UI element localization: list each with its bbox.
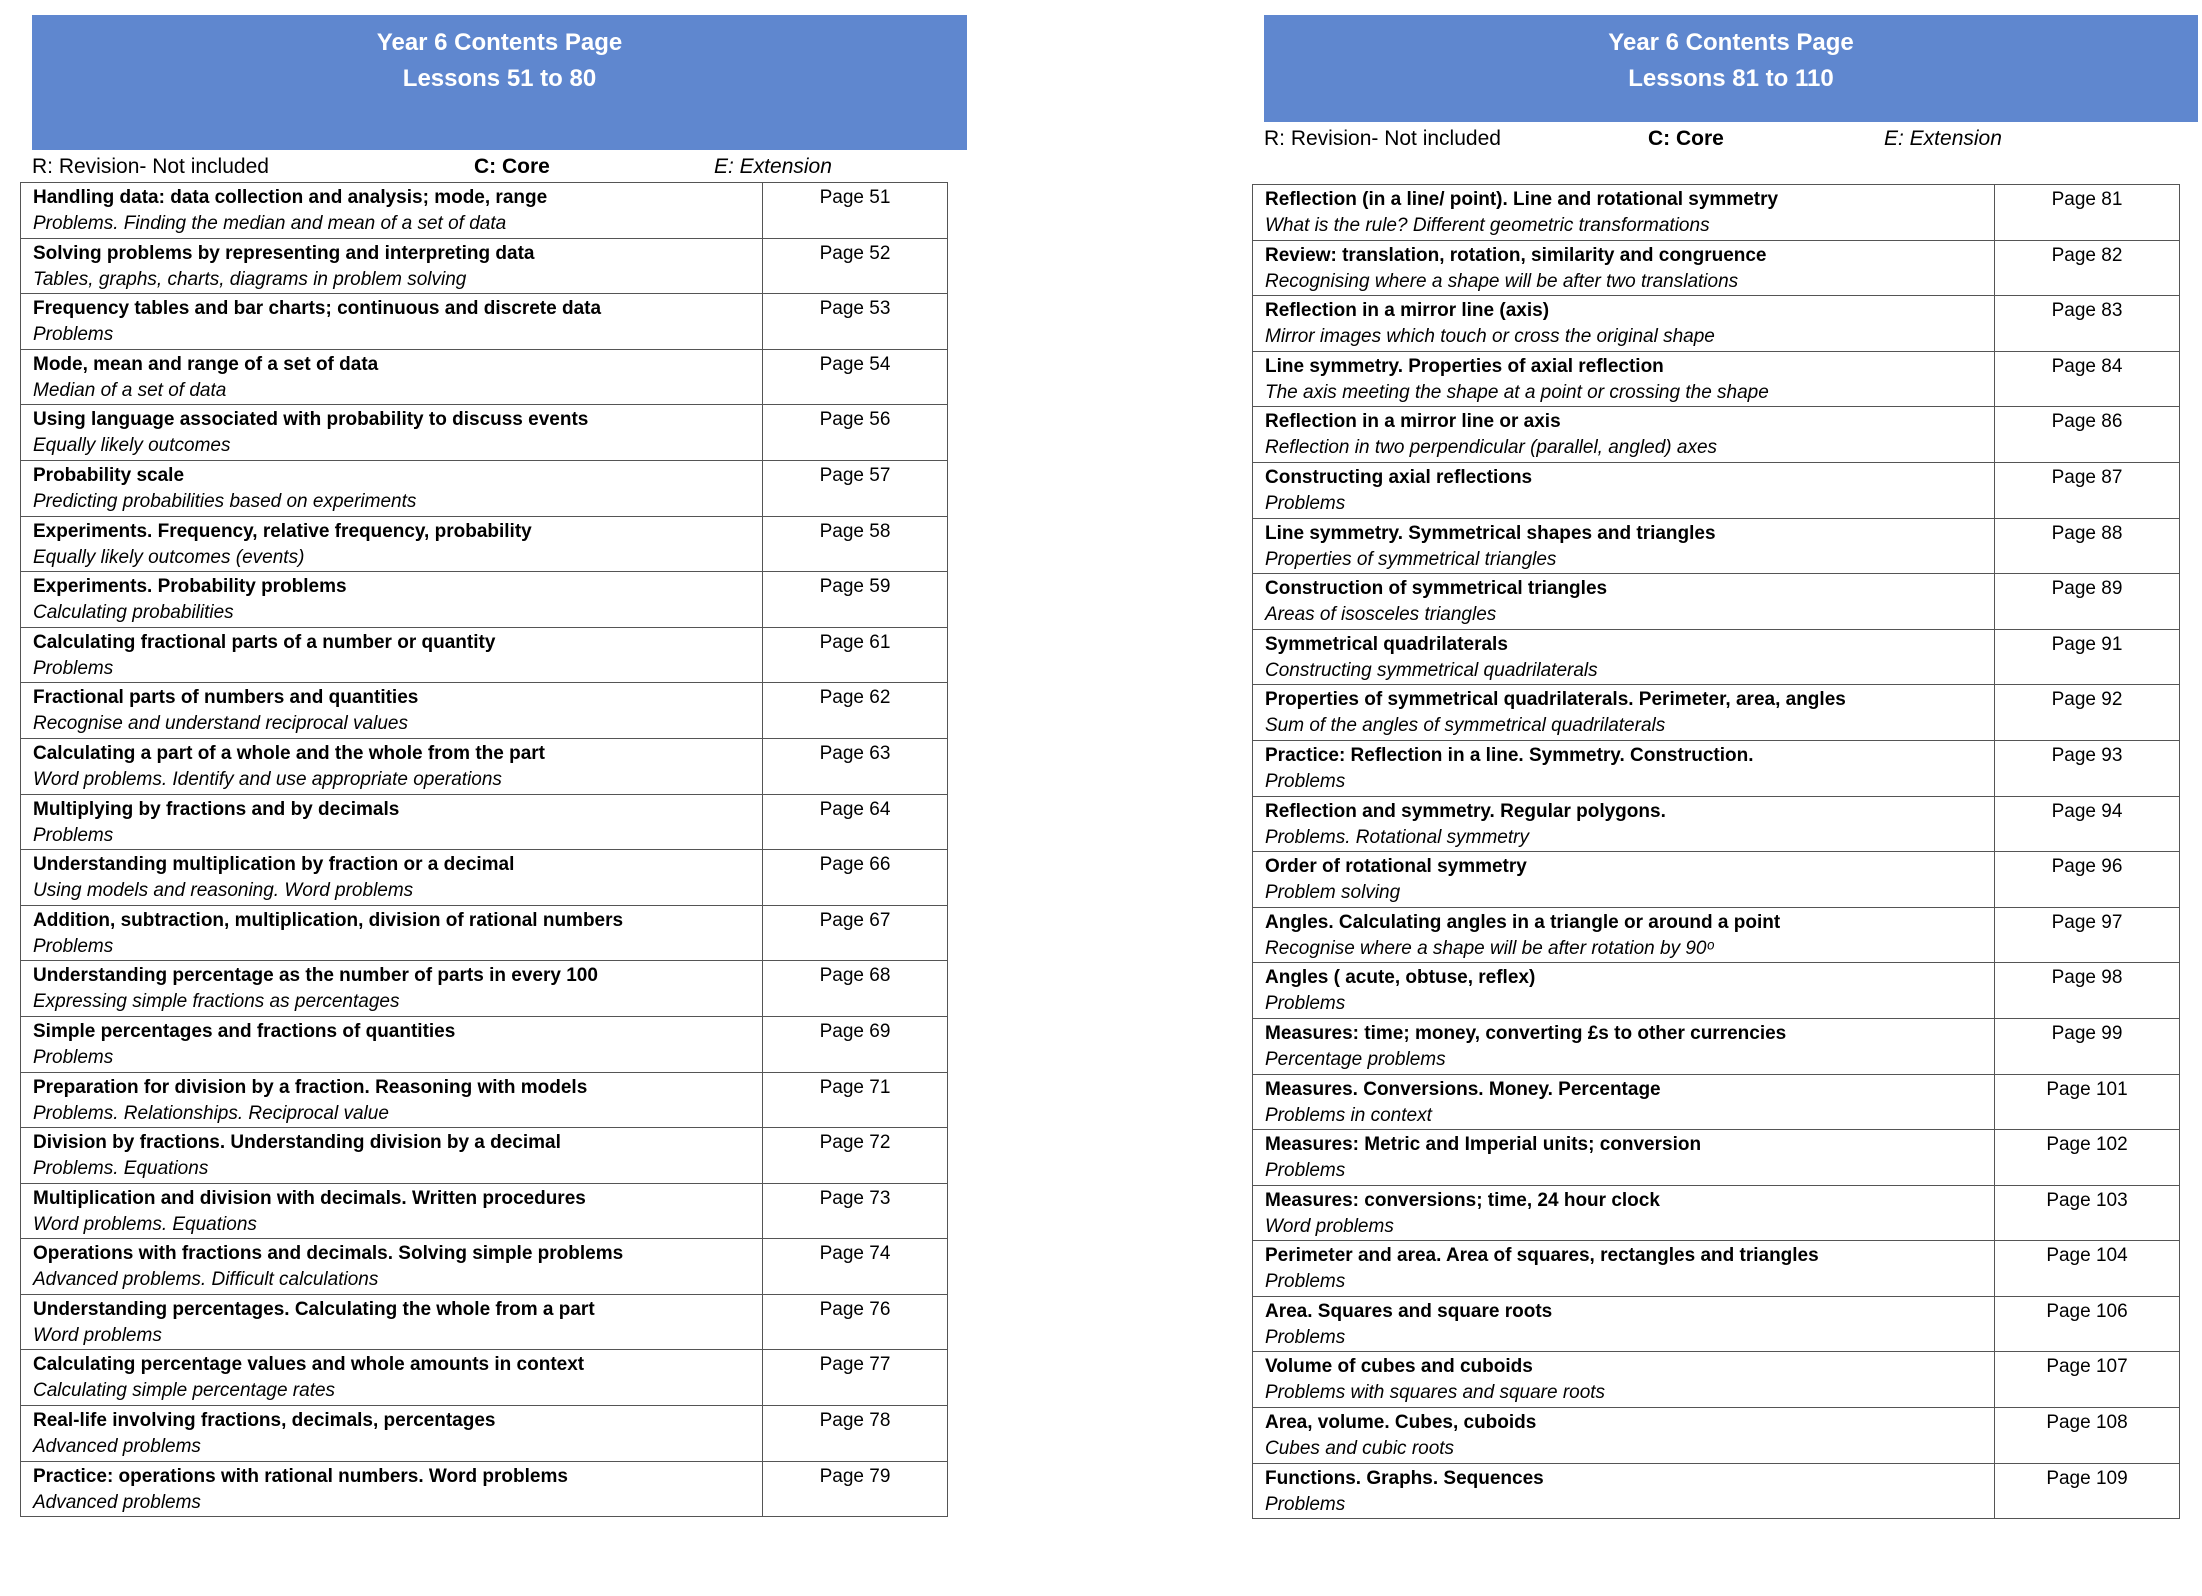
legend-revision: R: Revision- Not included <box>1264 127 1501 150</box>
table-row <box>1253 740 2180 796</box>
table-row <box>21 1128 948 1184</box>
table-row <box>21 1461 948 1517</box>
table-row <box>21 1183 948 1239</box>
table-row <box>1253 1130 2180 1186</box>
page-number: Page 106 <box>1995 1296 2180 1352</box>
lesson-title: Area. Squares and square roots <box>1265 1300 1553 1322</box>
lesson-subtitle: Problems with squares and square roots <box>1265 1382 1606 1404</box>
page-number: Page 102 <box>1995 1130 2180 1186</box>
lesson-title: Real-life involving fractions, decimals, percentages <box>33 1410 496 1432</box>
page-number: Page 73 <box>763 1183 948 1239</box>
lesson-title: Perimeter and area. Area of squares, rectangles and triangles <box>1265 1245 1819 1267</box>
lesson-topic-cell <box>21 683 763 739</box>
lesson-subtitle: Word problems. Equations <box>33 1213 257 1235</box>
page-number: Page 71 <box>763 1072 948 1128</box>
lesson-topic-cell <box>1253 1241 1995 1297</box>
lesson-subtitle: Problems <box>33 1046 114 1068</box>
lesson-topic-cell <box>21 294 763 350</box>
lesson-subtitle: Problems. Equations <box>33 1158 209 1180</box>
header-subtitle: Lessons 51 to 80 <box>402 65 597 92</box>
lesson-topic-cell <box>21 1294 763 1350</box>
page-number: Page 96 <box>1995 852 2180 908</box>
table-row <box>1253 1241 2180 1297</box>
page-number: Page 54 <box>763 349 948 405</box>
lesson-topic-cell <box>21 627 763 683</box>
lesson-title: Simple percentages and fractions of quantities <box>33 1020 456 1042</box>
table-row <box>1253 1463 2180 1519</box>
lesson-topic-cell <box>1253 629 1995 685</box>
lesson-topic-cell <box>21 850 763 906</box>
page-number: Page 77 <box>763 1350 948 1406</box>
lesson-subtitle: Areas of isosceles triangles <box>1265 604 1497 626</box>
lesson-subtitle: Constructing symmetrical quadrilaterals <box>1265 659 1598 681</box>
page-number: Page 97 <box>1995 907 2180 963</box>
table-row <box>21 294 948 350</box>
lesson-subtitle: Mirror images which touch or cross the original shape <box>1265 326 1715 348</box>
lesson-topic-cell <box>1253 1408 1995 1464</box>
page-number: Page 74 <box>763 1239 948 1295</box>
lesson-subtitle: Median of a set of data <box>33 379 227 401</box>
table-row <box>1253 518 2180 574</box>
lesson-topic-cell <box>21 1406 763 1462</box>
lesson-subtitle: Cubes and cubic roots <box>1265 1438 1455 1460</box>
lesson-topic-cell <box>21 183 763 239</box>
page-number: Page 51 <box>763 183 948 239</box>
page-number: Page 64 <box>763 794 948 850</box>
page-number: Page 91 <box>1995 629 2180 685</box>
lesson-subtitle: Word problems. Identify and use appropriate operations <box>33 768 502 790</box>
lesson-title: Angles ( acute, obtuse, reflex) <box>1265 967 1536 989</box>
lesson-subtitle: Problems <box>33 824 114 846</box>
page-number: Page 84 <box>1995 351 2180 407</box>
lesson-title: Review: translation, rotation, similarity and congruence <box>1265 244 1767 266</box>
table-row <box>1253 629 2180 685</box>
lesson-topic-cell <box>1253 351 1995 407</box>
lesson-topic-cell <box>21 905 763 961</box>
lesson-subtitle: Word problems <box>1265 1215 1394 1237</box>
table-row <box>21 683 948 739</box>
table-row <box>21 738 948 794</box>
page-number: Page 87 <box>1995 462 2180 518</box>
table-row <box>21 349 948 405</box>
page-number: Page 101 <box>1995 1074 2180 1130</box>
table-row <box>21 794 948 850</box>
lesson-title: Mode, mean and range of a set of data <box>33 353 379 375</box>
page-number: Page 57 <box>763 460 948 516</box>
page-number: Page 98 <box>1995 963 2180 1019</box>
lesson-title: Fractional parts of numbers and quantities <box>33 687 419 709</box>
table-row <box>21 516 948 572</box>
lesson-subtitle: Problems <box>1265 1160 1346 1182</box>
lesson-subtitle: Reflection in two perpendicular (parallel, angled) axes <box>1265 437 1718 459</box>
table-row <box>1253 185 2180 241</box>
lesson-topic-cell <box>21 794 763 850</box>
lesson-subtitle: Calculating simple percentage rates <box>33 1380 336 1402</box>
lesson-topic-cell <box>1253 1074 1995 1130</box>
lesson-subtitle: Problems <box>1265 492 1346 514</box>
lesson-subtitle: Problems <box>1265 993 1346 1015</box>
legend-extension: E: Extension <box>1884 127 2002 150</box>
lesson-topic-cell <box>1253 185 1995 241</box>
lesson-topic-cell <box>21 238 763 294</box>
lesson-title: Reflection and symmetry. Regular polygons. <box>1265 800 1666 822</box>
lesson-subtitle: Problems <box>1265 1493 1346 1515</box>
lesson-title: Practice: Reflection in a line. Symmetry. Construction. <box>1265 744 1754 766</box>
lesson-title: Reflection in a mirror line or axis <box>1265 411 1561 433</box>
lesson-subtitle: Advanced problems <box>33 1436 201 1458</box>
lesson-title: Measures. Conversions. Money. Percentage <box>1265 1078 1661 1100</box>
lesson-subtitle: Equally likely outcomes <box>33 435 231 457</box>
lesson-title: Understanding percentages. Calculating the whole from a part <box>33 1298 595 1320</box>
lesson-title: Order of rotational symmetry <box>1265 856 1527 878</box>
lesson-title: Experiments. Frequency, relative frequency, probability <box>33 520 532 542</box>
lesson-title: Volume of cubes and cuboids <box>1265 1356 1533 1378</box>
lesson-topic-cell <box>21 738 763 794</box>
lesson-title: Using language associated with probability to discuss events <box>33 409 589 431</box>
table-row <box>1253 1296 2180 1352</box>
lesson-topic-cell <box>1253 462 1995 518</box>
table-row <box>1253 462 2180 518</box>
page-number: Page 92 <box>1995 685 2180 741</box>
header-subtitle: Lessons 81 to 110 <box>1628 65 1834 92</box>
table-row <box>21 460 948 516</box>
lesson-topic-cell <box>21 1072 763 1128</box>
lesson-subtitle: Advanced problems <box>33 1491 201 1513</box>
lesson-title: Symmetrical quadrilaterals <box>1265 633 1508 655</box>
lesson-subtitle: Properties of symmetrical triangles <box>1265 548 1557 570</box>
page-number: Page 58 <box>763 516 948 572</box>
legend <box>1264 124 2194 154</box>
lesson-title: Handling data: data collection and analysis; mode, range <box>33 187 548 208</box>
lesson-title: Measures: conversions; time, 24 hour clock <box>1265 1189 1660 1211</box>
lesson-title: Division by fractions. Understanding division by a decimal <box>33 1132 561 1154</box>
lesson-topic-cell <box>1253 907 1995 963</box>
lesson-subtitle: Problems. Finding the median and mean of a set of data <box>33 213 507 234</box>
lesson-subtitle: Advanced problems. Difficult calculations <box>33 1269 379 1291</box>
lesson-title: Area, volume. Cubes, cuboids <box>1265 1412 1537 1434</box>
legend-core: C: Core <box>1648 127 1724 150</box>
lesson-subtitle: Word problems <box>33 1324 162 1346</box>
lesson-topic-cell <box>21 1016 763 1072</box>
lesson-title: Angles. Calculating angles in a triangle or around a point <box>1265 911 1781 933</box>
table-row <box>1253 407 2180 463</box>
lesson-topic-cell <box>1253 852 1995 908</box>
lesson-title: Reflection (in a line/ point). Line and rotational symmetry <box>1265 189 1779 210</box>
table-row <box>21 405 948 461</box>
lesson-subtitle: Problems <box>33 324 114 346</box>
lesson-title: Understanding percentage as the number of parts in every 100 <box>33 965 598 987</box>
lesson-subtitle: Tables, graphs, charts, diagrams in problem solving <box>33 268 467 290</box>
table-row <box>21 961 948 1017</box>
lesson-topic-cell <box>21 1239 763 1295</box>
page-number: Page 72 <box>763 1128 948 1184</box>
table-row <box>21 1072 948 1128</box>
lesson-topic-cell <box>21 1128 763 1184</box>
lesson-topic-cell <box>1253 574 1995 630</box>
page-number: Page 86 <box>1995 407 2180 463</box>
lesson-topic-cell <box>21 572 763 628</box>
table-row <box>1253 685 2180 741</box>
lesson-title: Constructing axial reflections <box>1265 466 1533 488</box>
lesson-title: Multiplying by fractions and by decimals <box>33 798 400 820</box>
page-number: Page 103 <box>1995 1185 2180 1241</box>
lesson-title: Practice: operations with rational numbers. Word problems <box>33 1465 568 1487</box>
table-row <box>1253 963 2180 1019</box>
table-row <box>1253 796 2180 852</box>
legend <box>32 152 962 182</box>
page-number: Page 109 <box>1995 1463 2180 1519</box>
header-title: Year 6 Contents Page <box>376 29 623 56</box>
page-number: Page 76 <box>763 1294 948 1350</box>
lesson-title: Measures: time; money, converting £s to other currencies <box>1265 1022 1787 1044</box>
lesson-subtitle: Equally likely outcomes (events) <box>33 546 305 568</box>
table-row <box>21 1406 948 1462</box>
lesson-subtitle: Problems <box>1265 1271 1346 1293</box>
page-number: Page 66 <box>763 850 948 906</box>
contents-table <box>1252 184 2180 1519</box>
lesson-topic-cell <box>21 1183 763 1239</box>
lesson-topic-cell <box>21 1461 763 1517</box>
lesson-subtitle: Problems <box>1265 1326 1346 1348</box>
table-row <box>1253 1074 2180 1130</box>
lesson-topic-cell <box>1253 1296 1995 1352</box>
legend-revision: R: Revision- Not included <box>32 155 269 178</box>
table-row <box>1253 1408 2180 1464</box>
page-number: Page 83 <box>1995 296 2180 352</box>
lesson-subtitle: Using models and reasoning. Word problems <box>33 880 414 902</box>
lesson-title: Experiments. Probability problems <box>33 576 347 598</box>
lesson-title: Multiplication and division with decimals. Written procedures <box>33 1187 586 1209</box>
lesson-title: Functions. Graphs. Sequences <box>1265 1467 1544 1489</box>
contents-table <box>20 182 948 1517</box>
lesson-subtitle: Problems <box>33 657 114 679</box>
lesson-topic-cell <box>1253 963 1995 1019</box>
lesson-subtitle: Recognise where a shape will be after rotation by 90ᵒ <box>1265 937 1714 959</box>
table-row <box>21 572 948 628</box>
page-number: Page 52 <box>763 238 948 294</box>
lesson-subtitle: Calculating probabilities <box>33 602 234 624</box>
page-header <box>1264 15 2198 122</box>
lesson-subtitle: Problems in context <box>1265 1104 1432 1126</box>
lesson-title: Probability scale <box>33 464 185 486</box>
legend-core: C: Core <box>474 155 550 178</box>
lesson-topic-cell <box>1253 296 1995 352</box>
table-row <box>1253 1352 2180 1408</box>
table-row <box>21 1350 948 1406</box>
page-number: Page 69 <box>763 1016 948 1072</box>
table-row <box>21 1294 948 1350</box>
lesson-title: Construction of symmetrical triangles <box>1265 578 1608 600</box>
table-row <box>1253 907 2180 963</box>
page-number: Page 108 <box>1995 1408 2180 1464</box>
page-number: Page 68 <box>763 961 948 1017</box>
page-number: Page 89 <box>1995 574 2180 630</box>
lesson-topic-cell <box>1253 740 1995 796</box>
lesson-title: Operations with fractions and decimals. Solving simple problems <box>33 1243 624 1265</box>
page-number: Page 99 <box>1995 1018 2180 1074</box>
lesson-title: Line symmetry. Symmetrical shapes and triangles <box>1265 522 1716 544</box>
page-number: Page 62 <box>763 683 948 739</box>
table-row <box>1253 296 2180 352</box>
page-number: Page 61 <box>763 627 948 683</box>
lesson-topic-cell <box>21 349 763 405</box>
lesson-subtitle: Expressing simple fractions as percentages <box>33 991 400 1013</box>
lesson-title: Frequency tables and bar charts; continuous and discrete data <box>33 298 602 320</box>
lesson-title: Calculating percentage values and whole amounts in context <box>33 1354 585 1376</box>
lesson-subtitle: What is the rule? Different geometric transformations <box>1265 215 1710 236</box>
lesson-subtitle: Percentage problems <box>1265 1048 1446 1070</box>
lesson-topic-cell <box>1253 240 1995 296</box>
page-number: Page 63 <box>763 738 948 794</box>
table-row <box>1253 1018 2180 1074</box>
lesson-topic-cell <box>1253 1463 1995 1519</box>
table-row <box>1253 1185 2180 1241</box>
lesson-title: Solving problems by representing and interpreting data <box>33 242 535 264</box>
header-title: Year 6 Contents Page <box>1608 29 1854 56</box>
table-row <box>1253 240 2180 296</box>
page-number: Page 78 <box>763 1406 948 1462</box>
lesson-topic-cell <box>1253 1185 1995 1241</box>
lesson-topic-cell <box>21 1350 763 1406</box>
table-row <box>21 627 948 683</box>
lesson-subtitle: The axis meeting the shape at a point or crossing the shape <box>1265 381 1769 403</box>
lesson-title: Understanding multiplication by fraction or a decimal <box>33 854 515 876</box>
lesson-subtitle: Sum of the angles of symmetrical quadrilaterals <box>1265 715 1666 737</box>
page-number: Page 104 <box>1995 1241 2180 1297</box>
legend-extension: E: Extension <box>714 155 832 178</box>
lesson-title: Line symmetry. Properties of axial reflection <box>1265 355 1664 377</box>
lesson-title: Reflection in a mirror line (axis) <box>1265 300 1550 322</box>
lesson-subtitle: Recognise and understand reciprocal values <box>33 713 408 735</box>
page-number: Page 88 <box>1995 518 2180 574</box>
table-row <box>1253 574 2180 630</box>
page-number: Page 107 <box>1995 1352 2180 1408</box>
page-number: Page 67 <box>763 905 948 961</box>
table-row <box>21 905 948 961</box>
page-header <box>32 15 967 150</box>
table-row <box>21 238 948 294</box>
lesson-topic-cell <box>1253 796 1995 852</box>
page-number: Page 81 <box>1995 185 2180 241</box>
lesson-subtitle: Problem solving <box>1265 882 1401 904</box>
lesson-title: Calculating a part of a whole and the whole from the part <box>33 742 545 764</box>
lesson-topic-cell <box>1253 685 1995 741</box>
page-number: Page 94 <box>1995 796 2180 852</box>
lesson-subtitle: Predicting probabilities based on experiments <box>33 490 417 512</box>
lesson-subtitle: Recognising where a shape will be after two translations <box>1265 270 1739 292</box>
page-number: Page 82 <box>1995 240 2180 296</box>
lesson-topic-cell <box>21 516 763 572</box>
lesson-topic-cell <box>21 961 763 1017</box>
lesson-topic-cell <box>21 460 763 516</box>
lesson-topic-cell <box>1253 518 1995 574</box>
lesson-topic-cell <box>1253 407 1995 463</box>
page-number: Page 93 <box>1995 740 2180 796</box>
lesson-title: Preparation for division by a fraction. Reasoning with models <box>33 1076 588 1098</box>
table-row <box>21 1239 948 1295</box>
lesson-subtitle: Problems. Rotational symmetry <box>1265 826 1529 848</box>
lesson-title: Properties of symmetrical quadrilaterals. Perimeter, area, angles <box>1265 689 1846 711</box>
lesson-topic-cell <box>1253 1352 1995 1408</box>
lesson-subtitle: Problems <box>1265 770 1346 792</box>
lesson-topic-cell <box>1253 1130 1995 1186</box>
page-number: Page 56 <box>763 405 948 461</box>
table-row <box>21 183 948 239</box>
table-row <box>21 850 948 906</box>
lesson-title: Addition, subtraction, multiplication, division of rational numbers <box>33 909 624 931</box>
lesson-topic-cell <box>1253 1018 1995 1074</box>
lesson-topic-cell <box>21 405 763 461</box>
table-row <box>1253 351 2180 407</box>
page-number: Page 59 <box>763 572 948 628</box>
table-row <box>1253 852 2180 908</box>
page-number: Page 79 <box>763 1461 948 1517</box>
lesson-subtitle: Problems. Relationships. Reciprocal value <box>33 1102 389 1124</box>
lesson-title: Calculating fractional parts of a number or quantity <box>33 631 496 653</box>
table-row <box>21 1016 948 1072</box>
page-number: Page 53 <box>763 294 948 350</box>
lesson-title: Measures: Metric and Imperial units; conversion <box>1265 1134 1702 1156</box>
lesson-subtitle: Problems <box>33 935 114 957</box>
